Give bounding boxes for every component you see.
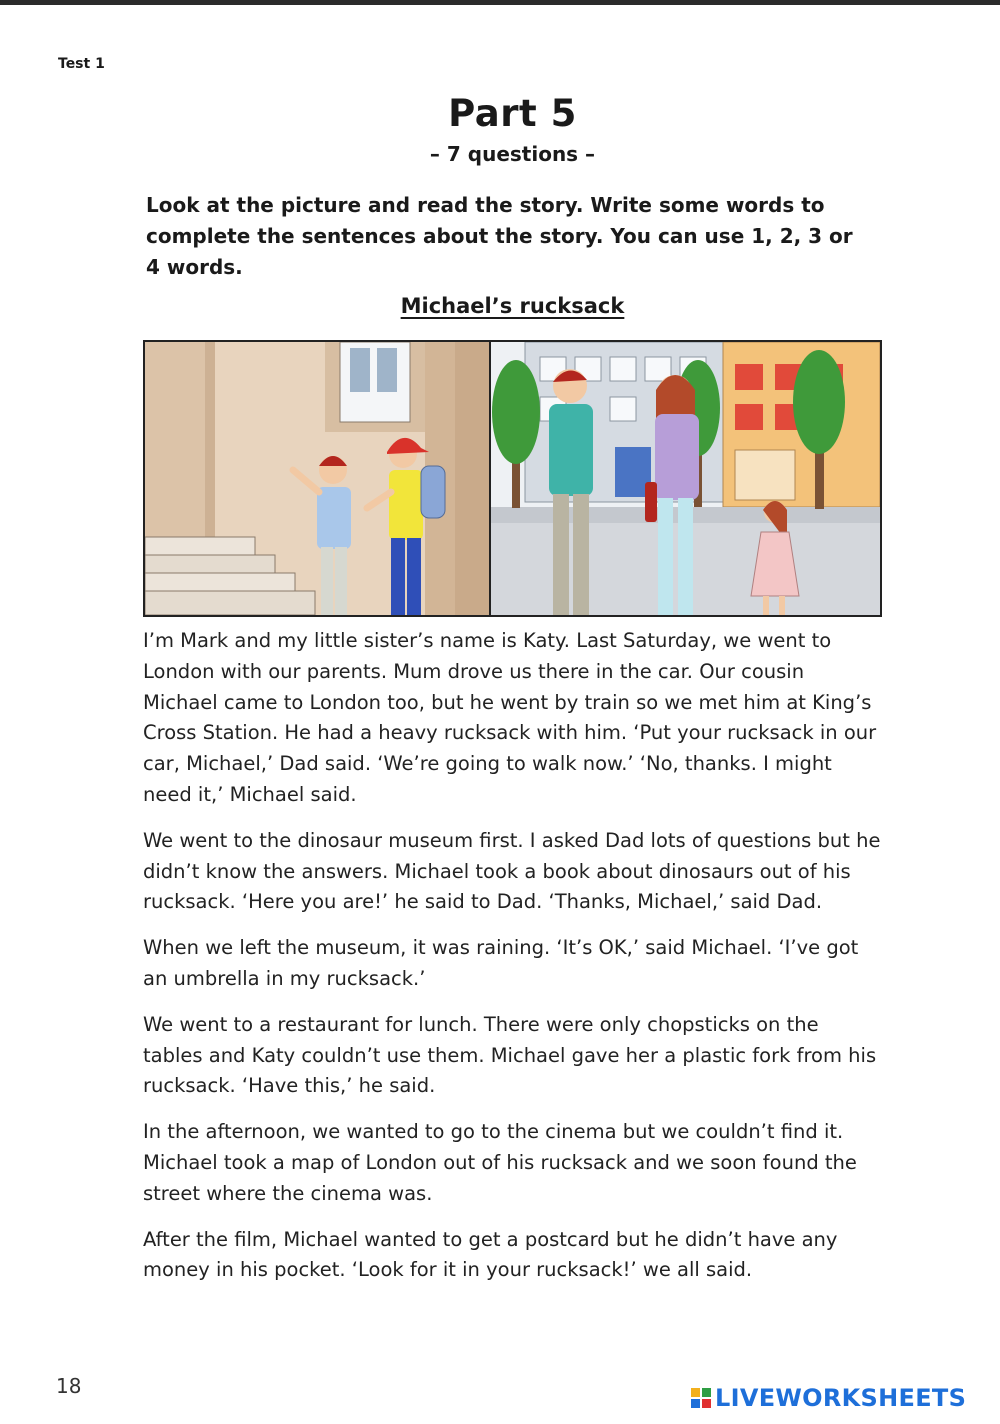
museum-scene (145, 342, 490, 615)
story-illustration (143, 340, 882, 617)
logo-tile (690, 1398, 701, 1409)
story-paragraph: We went to a restaurant for lunch. There were only chopsticks on the tables and Katy couldn’t use them. Michael gave her a plastic fork from his rucksack. ‘Have this,’ he said. (143, 1012, 877, 1098)
part-subtitle: – 7 questions – (429, 142, 596, 166)
test-label: Test 1 (58, 56, 105, 72)
story-title: Michael’s rucksack (400, 294, 625, 318)
liveworksheets-brand[interactable] (690, 1384, 966, 1412)
story-paragraph: In the afternoon, we wanted to go to the cinema but we couldn’t find it. Michael took a map of London out of his rucksack and we soon found the street where the cinema was. (143, 1120, 857, 1205)
liveworksheets-logo-icon (690, 1387, 712, 1409)
story-paragraph: When we left the museum, it was raining. ‘It’s OK,’ said Michael. ‘I’ve got an umbrella in my rucksack.’ (143, 936, 859, 990)
story-paragraph: We went to the dinosaur museum first. I asked Dad lots of questions but he didn’t know the answers. Michael took a book about dinosaurs out of his rucksack. ‘Here you are!’ he said to Dad. ‘Thanks, Michael,’ said Dad. (143, 828, 881, 914)
logo-tile (701, 1387, 712, 1398)
page-number: 18 (56, 1374, 82, 1398)
story-paragraph: After the film, Michael wanted to get a postcard but he didn’t have any money in his pocket. ‘Look for it in your rucksack!’ we all said. (143, 1227, 838, 1282)
street-scene (491, 342, 880, 615)
logo-tile (690, 1387, 701, 1398)
logo-tile (701, 1398, 712, 1409)
illustration-svg (145, 342, 880, 615)
story-paragraph: I’m Mark and my little sister’s name is Katy. Last Saturday, we went to London with our parents. Mum drove us there in the car. Our cousin Michael came to London too, but he went by train so we met him at King’s Cross Station. He had a heavy rucksack with him. ‘Put your rucksack in our car, Michael,’ Dad said. ‘We’re going to walk now.’ ‘No, thanks. I might need it,’ Michael said. (143, 629, 877, 806)
top-border (0, 0, 1000, 5)
instructions: Look at the picture and read the story. Write some words to complete the sentences about the story. You can use 1, 2, 3 or 4 words. (146, 193, 853, 279)
part-title: Part 5 (448, 92, 577, 135)
story-text (143, 626, 883, 1301)
brand-text: LIVEWORKSHEETS (715, 1384, 967, 1412)
